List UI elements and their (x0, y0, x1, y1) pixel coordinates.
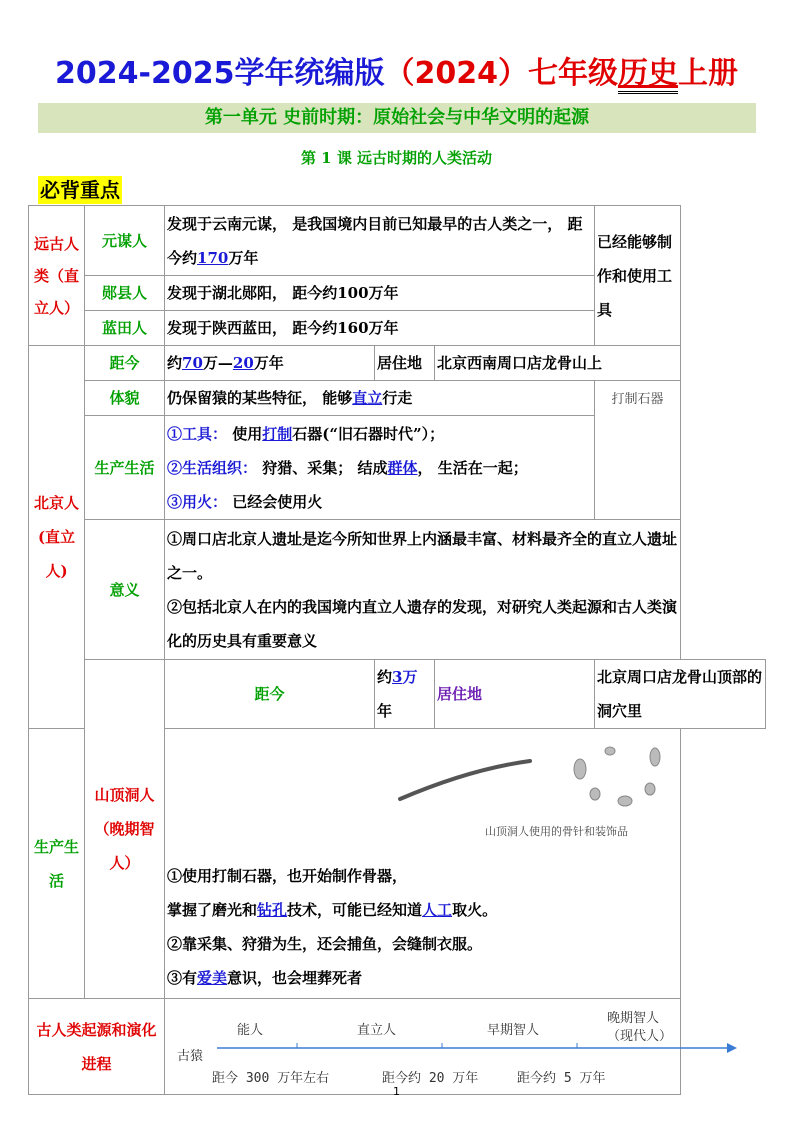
stage-label: 能人 (237, 1022, 264, 1038)
key-points-label: 必背重点 (40, 178, 120, 202)
row-label-yuanmou: 元谋人 (85, 206, 165, 276)
row-label-lantian: 蓝田人 (85, 311, 165, 346)
stage-label: 直立人 (357, 1022, 397, 1038)
time-label: 距今约 5 万年 (517, 1070, 606, 1086)
row-label-peking-prod: 生产生活 (85, 416, 165, 520)
bone-needle-image (167, 729, 678, 859)
yuanmou-text: 发现于云南元谋， 是我国境内目前已知最早的古人类之一， 距今约170万年 (165, 206, 595, 276)
stage-label: （现代人） (607, 1028, 673, 1044)
row-label-upper-prod: 生产生活 (29, 729, 85, 999)
timeline-start: 古猿 (177, 1048, 204, 1064)
ancient-group-label: 远古人类（直立人） (29, 206, 85, 346)
upper-group-label: 山顶洞人（晚期智人） (85, 660, 165, 999)
evolution-label: 古人类起源和演化进程 (29, 999, 165, 1095)
lesson-title: 第 1 课 远古时期的人类活动 (300, 149, 493, 167)
page-title: 2024-2025学年统编版（2024）七年级历史上册 (0, 48, 793, 92)
unit-title: 第一单元 史前时期：原始社会与中华文明的起源 (38, 103, 756, 133)
stage-label: 晚期智人 (607, 1010, 660, 1026)
peking-significance: ①周口店北京人遗址是迄今所知世界上内涵最丰富、材料最齐全的直立人遗址之一。 ②包括北京人在内的我国境内直立人遗存的发现，对研究人类起源和古人类演化的历史具有重要意义 (165, 520, 681, 660)
peking-time: 约70万—20万年 (165, 346, 375, 381)
stone-tool-image: 打制石器 (595, 381, 681, 520)
row-label-peking-home: 居住地 (375, 346, 435, 381)
upper-prod: 山顶洞人使用的骨针和装饰品 ①使用打制石器，也开始制作骨器， 掌握了磨光和钻孔技术，可能已经知道人工取火。 ②靠采集、狩猎为生，还会捕鱼，会缝制衣服。 ③有爱美意识，也会埋葬死者 (165, 729, 681, 999)
time-label: 距今约 20 万年 (382, 1070, 479, 1086)
peking-group-label: 北京人(直立人) (29, 346, 85, 729)
peking-prod: ①工具： 使用打制石器(“旧石器时代”）； ②生活组织： 狩猎、采集； 结成群体， 生活在一起； ③用火： 已经会使用火 (165, 416, 595, 520)
row-label-yunxian: 郧县人 (85, 276, 165, 311)
row-label-upper-home: 居住地 (435, 660, 595, 729)
row-label-peking-sig: 意义 (85, 520, 165, 660)
image-caption: 山顶洞人使用的骨针和装饰品 (485, 825, 628, 838)
page-number: 1 (393, 1085, 400, 1098)
upper-time: 约3万年 (375, 660, 435, 729)
ancient-shared-text: 已经能够制作和使用工具 (595, 206, 681, 346)
row-label-peking-time: 距今 (85, 346, 165, 381)
row-label-peking-body: 体貌 (85, 381, 165, 416)
row-label-upper-time: 距今 (165, 660, 375, 729)
evolution-timeline (165, 999, 681, 1095)
time-label: 距今 300 万年左右 (212, 1070, 330, 1086)
upper-home: 北京周口店龙骨山顶部的洞穴里 (595, 660, 766, 729)
lantian-text: 发现于陕西蓝田， 距今约160万年 (165, 311, 595, 346)
yunxian-text: 发现于湖北郧阳， 距今约100万年 (165, 276, 595, 311)
summary-table (28, 205, 766, 1095)
peking-home: 北京西南周口店龙骨山上 (435, 346, 681, 381)
stage-label: 早期智人 (487, 1022, 540, 1038)
peking-body: 仍保留猿的某些特征， 能够直立行走 (165, 381, 595, 416)
timeline-arrow (217, 1038, 737, 1058)
